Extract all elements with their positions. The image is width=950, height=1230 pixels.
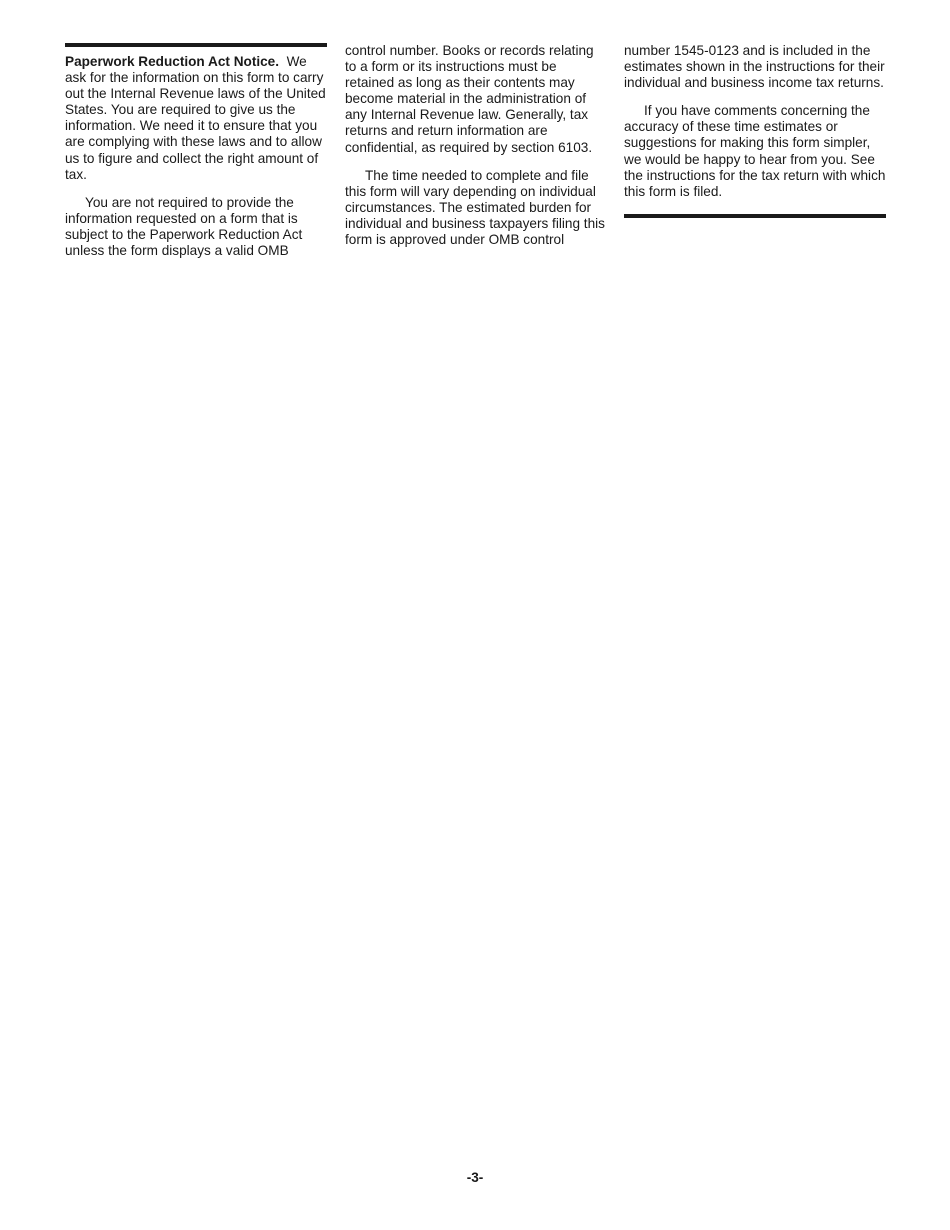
column-right — [624, 43, 886, 218]
omb-requirement-paragraph: You are not required to provide the information requested on a form that is subject to the Paperwork Reduction Act unless the form displays a valid OMB — [65, 194, 303, 259]
omb-number-paragraph: number 1545-0123 and is included in the estimates shown in the instructions for their individual and business income tax returns. — [624, 43, 885, 91]
column-left — [65, 43, 329, 271]
top-rule — [65, 43, 327, 47]
time-burden-paragraph: The time needed to complete and file this form will vary depending on individual circumstances. The estimated burden for individual and business taxpayers filing this form is approved under OMB control — [345, 167, 605, 248]
paperwork-notice-paragraph — [65, 54, 329, 183]
comments-paragraph: If you have comments concerning the accuracy of these time estimates or suggestions for making this form simpler, we would be happy to hear from you. See the instructions for the tax return with which this form is filed. — [624, 103, 886, 199]
bottom-rule — [624, 214, 886, 218]
page-number: -3- — [466, 1170, 484, 1185]
section-heading: Paperwork Reduction Act Notice. — [65, 54, 280, 69]
paragraph-text: We ask for the information on this form to carry out the Internal Revenue laws of the United States. You are required to give us the information. We need it to ensure that you are complying with these laws and to allow us to figure and collect the right amount of tax. — [65, 54, 326, 182]
records-retention-paragraph: control number. Books or records relating to a form or its instructions must be retained as long as their contents may become material in the administration of any Internal Revenue law. Generally, tax returns and return information are confidential, as required by section 6103. — [345, 43, 594, 155]
column-middle — [345, 43, 607, 260]
